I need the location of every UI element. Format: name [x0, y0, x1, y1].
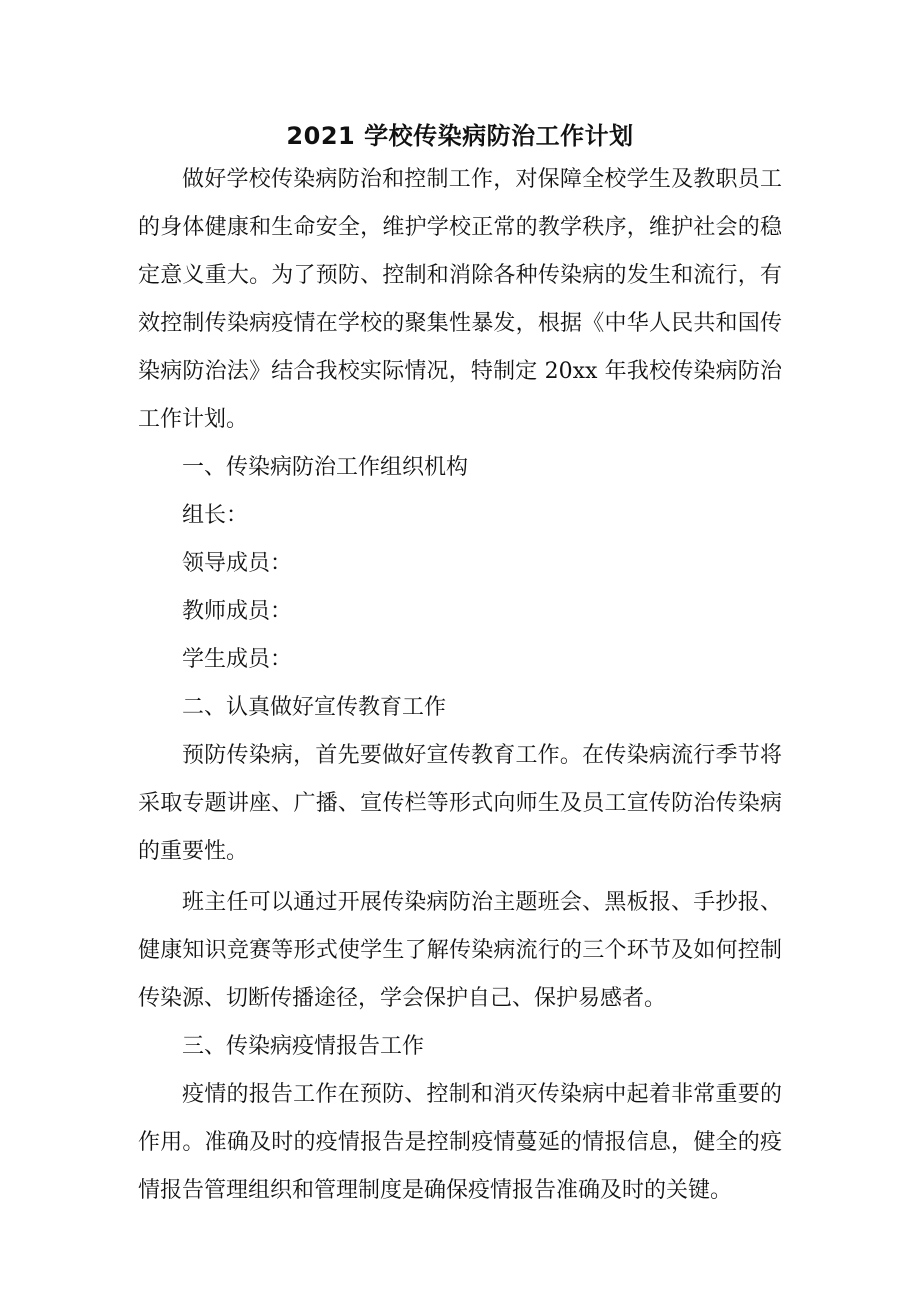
document-title: 2021 学校传染病防治工作计划 [286, 122, 634, 150]
org-leadership-members-line: 领导成员： [182, 551, 293, 576]
section-heading-reporting: 三、传染病疫情报告工作 [182, 1034, 425, 1059]
org-leader-line: 组长： [182, 503, 249, 528]
intro-paragraph: 做好学校传染病防治和控制工作，对保障全校学生及教职员工的身体健康和生命安全，维护学校正常的教学秩序，维护社会的稳定意义重大。为了预防、控制和消除各种传染病的发生和流行，有效控制传染病疫情在学校的聚集性暴发，根据《中华人民共和国传染病防治法》结合我校实际情况，特制定 20xx 年我校传染病防治工作计划。 [138, 167, 782, 432]
education-paragraph-1: 预防传染病，首先要做好宣传教育工作。在传染病流行季节将采取专题讲座、广播、宣传栏等形式向师生及员工宣传防治传染病的重要性。 [138, 743, 782, 864]
org-teacher-members-line: 教师成员： [182, 599, 293, 624]
section-heading-education: 二、认真做好宣传教育工作 [182, 695, 447, 720]
org-student-members-line: 学生成员： [182, 647, 293, 672]
education-paragraph-2: 班主任可以通过开展传染病防治主题班会、黑板报、手抄报、健康知识竞赛等形式使学生了解传染病流行的三个环节及如何控制传染源、切断传播途径，学会保护自己、保护易感者。 [138, 890, 782, 1011]
section-heading-organization: 一、传染病防治工作组织机构 [182, 455, 469, 480]
reporting-paragraph: 疫情的报告工作在预防、控制和消灭传染病中起着非常重要的作用。准确及时的疫情报告是控制疫情蔓延的情报信息，健全的疫情报告管理组织和管理制度是确保疫情报告准确及时的关键。 [138, 1082, 782, 1203]
